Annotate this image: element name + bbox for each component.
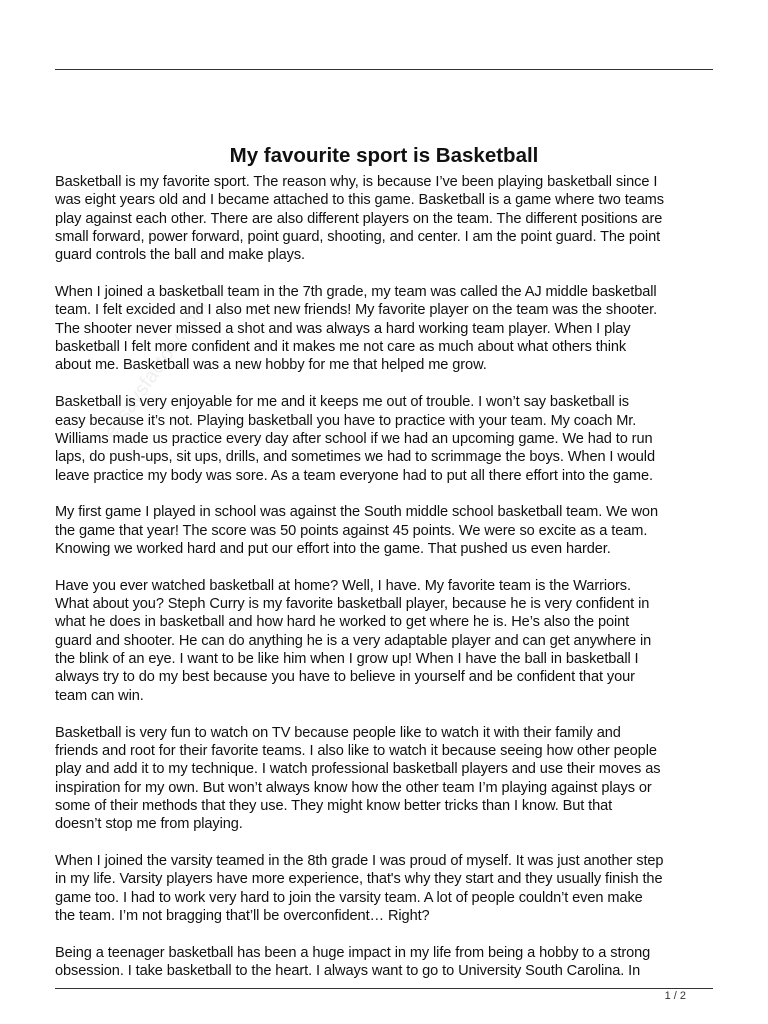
text-line: The shooter never missed a shot and was always a hard working team player. When I play: [55, 320, 631, 337]
watermark: essaysfactory.com: [100, 295, 213, 443]
text-line: some of their methods that they use. They might know better tricks than I know. But that: [55, 797, 613, 814]
text-line: Basketball is very fun to watch on TV because people like to watch it with their family and: [55, 724, 621, 741]
text-line: basketball I felt more confident and it makes me not care as much about what others think: [55, 339, 627, 356]
text-line: play and add it to my technique. I watch professional basketball players and use their moves as: [55, 761, 661, 778]
header-rule: [55, 69, 713, 70]
document-title: My favourite sport is Basketball: [229, 143, 539, 167]
paragraph: [55, 852, 715, 925]
text-line: inspiration for my own. But won’t always know how the other team I’m playing against plays or: [55, 779, 652, 796]
text-line: leave practice my body was sore. As a team everyone had to put all there effort into the game.: [55, 467, 653, 484]
paragraph: [55, 577, 715, 705]
text-line: play against each other. There are also different players on the team. The different positions are: [55, 210, 663, 227]
text-line: always try to do my best because you have to believe in yourself and be confident that your: [55, 669, 635, 686]
paragraph: [55, 944, 715, 981]
text-line: the game that year! The score was 50 points against 45 points. We were so excite as a team.: [55, 522, 648, 539]
text-line: the team. I’m not bragging that’ll be overconfident… Right?: [55, 908, 430, 925]
text-line: Being a teenager basketball has been a huge impact in my life from being a hobby to a strong: [55, 944, 651, 961]
text-line: Basketball is very enjoyable for me and it keeps me out of trouble. I won’t say basketball is: [55, 394, 629, 411]
text-line: small forward, power forward, point guard, shooting, and center. I am the point guard. The point: [55, 229, 661, 246]
text-line: Williams made us practice every day after school if we had an upcoming game. We had to run: [55, 430, 653, 447]
text-line: friends and root for their favorite teams. I also like to watch it because seeing how other people: [55, 742, 657, 759]
text-line: in my life. Varsity players have more experience, that's why they start and they usually finish the: [55, 871, 663, 888]
text-line: guard and shooter. He can do anything he is a very adaptable player and can get anywhere in: [55, 632, 652, 649]
paragraph: [55, 503, 715, 558]
text-line: laps, do push-ups, sit ups, drills, and sometimes we had to scrimmage the boys. When I would: [55, 449, 655, 466]
text-line: What about you? Steph Curry is my favorite basketball player, because he is very confident in: [55, 596, 650, 613]
text-line: easy because it’s not. Playing basketball you have to practice with your team. My coach Mr.: [55, 412, 637, 429]
footer-rule: [55, 988, 713, 989]
text-line: game too. I had to work very hard to join the varsity team. A lot of people couldn’t even make: [55, 889, 643, 906]
paragraph: [55, 393, 715, 485]
text-line: Knowing we worked hard and put our effort into the game. That pushed us even harder.: [55, 541, 611, 558]
paragraph: [55, 283, 715, 375]
text-line: guard controls the ball and make plays.: [55, 247, 306, 264]
text-line: Have you ever watched basketball at home? Well, I have. My favorite team is the Warriors.: [55, 577, 631, 594]
text-line: My first game I played in school was against the South middle school basketball team. We won: [55, 504, 658, 521]
text-line: the blink of an eye. I want to be like him when I grow up! When I have the ball in basketball I: [55, 651, 639, 668]
text-line: about me. Basketball was a new hobby for me that helped me grow.: [55, 357, 487, 374]
paragraph: [55, 173, 715, 265]
text-line: was eight years old and I became attached to this game. Basketball is a game where two teams: [55, 192, 664, 209]
text-line: team. I felt excided and I also met new friends! My favorite player on the team was the shooter.: [55, 302, 658, 319]
text-line: team can win.: [55, 687, 144, 704]
document-body: [55, 173, 715, 999]
text-line: what he does in basketball and how hard he worked to get where he is. He’s also the point: [55, 614, 630, 631]
text-line: When I joined a basketball team in the 7th grade, my team was called the AJ middle basketball: [55, 284, 657, 301]
text-line: obsession. I take basketball to the heart. I always want to go to University South Carolina. In: [55, 963, 641, 980]
paragraph: [55, 724, 715, 834]
text-line: Basketball is my favorite sport. The reason why, is because I’ve been playing basketball since I: [55, 174, 658, 190]
text-line: When I joined the varsity teamed in the 8th grade I was proud of myself. It was just another step: [55, 853, 664, 869]
page-indicator: 1 / 2: [664, 990, 686, 1002]
text-line: doesn’t stop me from playing.: [55, 816, 243, 833]
